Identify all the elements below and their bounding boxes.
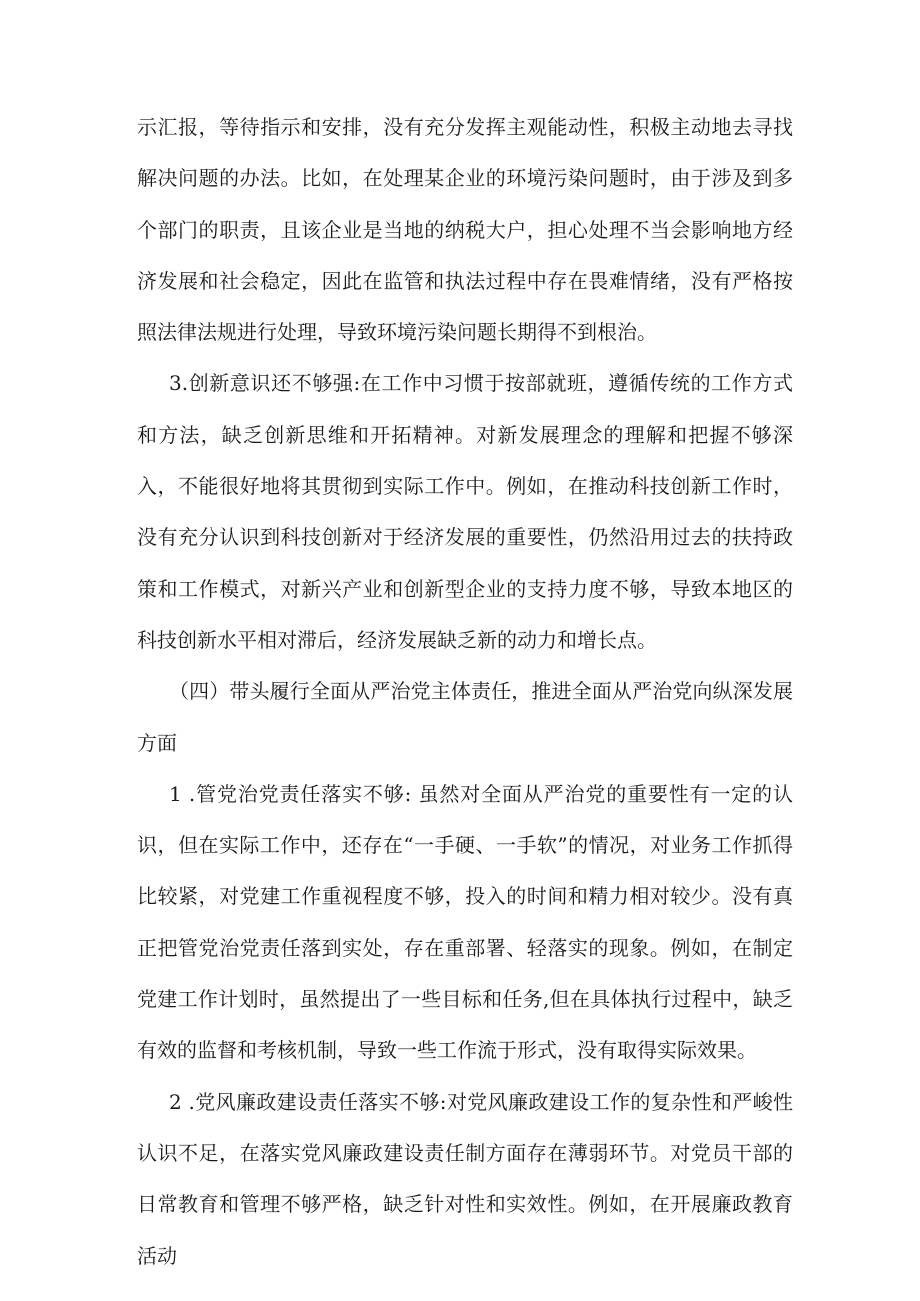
- document-body: [137, 102, 793, 1282]
- section-4-heading: （四）带头履行全面从严治党主体责任，推进全面从严治党向纵深发展方面: [137, 679, 793, 755]
- paragraph-item-1-party-responsibility: 1 .管党治党责任落实不够: 虽然对全面从严治党的重要性有一定的认识，但在实际工作中，还存在“一手硬、一手软”的情况，对业务工作抓得比较紧，对党建工作重视程度不够，投入的时间和精力相对较少。没有真正把管党治党责任落到实处，存在重部署、轻落实的现象。例如，在制定党建工作计划时，虽然提出了一些目标和任务,但在具体执行过程中，缺乏有效的监督和考核机制，导致一些工作流于形式，没有取得实际效果。: [137, 781, 793, 1063]
- paragraph-item-2-integrity-responsibility: 2 .党风廉政建设责任落实不够:对党风廉政建设工作的复杂性和严峻性认识不足，在落实党风廉政建设责任制方面存在薄弱环节。对党员干部的日常教育和管理不够严格，缺乏针对性和实效性。例如，在开展廉政教育活动: [137, 1089, 793, 1268]
- paragraph-item-3-innovation: 3.创新意识还不够强:在工作中习惯于按部就班，遵循传统的工作方式和方法，缺乏创新思维和开拓精神。对新发展理念的理解和把握不够深入，不能很好地将其贯彻到实际工作中。例如，在推动科技创新工作时，没有充分认识到科技创新对于经济发展的重要性，仍然沿用过去的扶持政策和工作模式，对新兴产业和创新型企业的支持力度不够，导致本地区的科技创新水平相对滞后，经济发展缺乏新的动力和增长点。: [137, 371, 793, 652]
- paragraph-continuation: 示汇报，等待指示和安排，没有充分发挥主观能动性，积极主动地去寻找解决问题的办法。比如，在处理某企业的环境污染问题时，由于涉及到多个部门的职责，且该企业是当地的纳税大户，担心处理不当会影响地方经济发展和社会稳定，因此在监管和执法过程中存在畏难情绪，没有严格按照法律法规进行处理，导致环境污染问题长期得不到根治。: [137, 115, 793, 345]
